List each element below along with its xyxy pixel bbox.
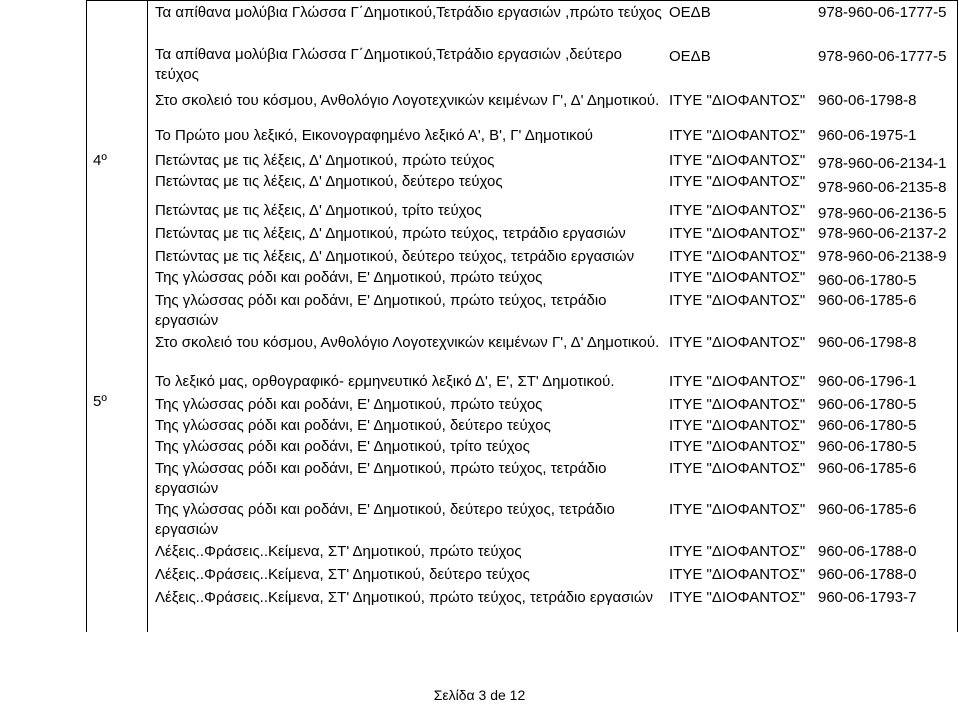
book-publisher: ΟΕΔΒ — [669, 4, 711, 21]
book-isbn: 960-06-1798-8 — [818, 334, 917, 351]
book-title: Της γλώσσας ρόδι και ροδάνι, Ε' Δημοτικού, δεύτερο τεύχος, τετράδιο εργασιών — [155, 501, 615, 538]
book-publisher: ΙΤΥΕ "ΔΙΟΦΑΝΤΟΣ" — [669, 292, 806, 309]
table-top-border — [86, 0, 958, 1]
book-publisher: ΙΤΥΕ "ΔΙΟΦΑΝΤΟΣ" — [669, 92, 806, 109]
book-isbn: 978-960-06-2136-5 — [818, 205, 947, 222]
book-isbn: 960-06-1798-8 — [818, 92, 917, 109]
book-isbn: 978-960-06-2138-9 — [818, 248, 947, 265]
book-publisher: ΙΤΥΕ "ΔΙΟΦΑΝΤΟΣ" — [669, 334, 806, 351]
book-isbn: 960-06-1796-1 — [818, 373, 917, 390]
book-publisher: ΙΤΥΕ "ΔΙΟΦΑΝΤΟΣ" — [669, 248, 806, 265]
book-isbn: 960-06-1793-7 — [818, 589, 917, 606]
book-title: Της γλώσσας ρόδι και ροδάνι, Ε' Δημοτικού, πρώτο τεύχος, τετράδιο εργασιών — [155, 460, 607, 497]
book-publisher: ΙΤΥΕ "ΔΙΟΦΑΝΤΟΣ" — [669, 202, 806, 219]
book-isbn: 960-06-1780-5 — [818, 438, 917, 455]
book-isbn: 978-960-06-2137-2 — [818, 225, 947, 242]
table-left-border — [86, 0, 87, 632]
book-isbn: 960-06-1785-6 — [818, 501, 917, 518]
book-publisher: ΙΤΥΕ "ΔΙΟΦΑΝΤΟΣ" — [669, 173, 806, 190]
book-publisher: ΙΤΥΕ "ΔΙΟΦΑΝΤΟΣ" — [669, 438, 806, 455]
book-publisher: ΙΤΥΕ "ΔΙΟΦΑΝΤΟΣ" — [669, 417, 806, 434]
book-publisher: ΙΤΥΕ "ΔΙΟΦΑΝΤΟΣ" — [669, 269, 806, 286]
book-publisher: ΙΤΥΕ "ΔΙΟΦΑΝΤΟΣ" — [669, 501, 806, 518]
book-title: Λέξεις..Φράσεις..Κείμενα, ΣΤ' Δημοτικού, πρώτο τεύχος, τετράδιο εργασιών — [155, 589, 654, 606]
book-isbn: 960-06-1785-6 — [818, 460, 917, 477]
book-publisher: ΙΤΥΕ "ΔΙΟΦΑΝΤΟΣ" — [669, 373, 806, 390]
book-title: Στο σκολειό του κόσμου, Ανθολόγιο Λογοτεχνικών κειμένων Γ', Δ' Δημοτικού. — [155, 334, 660, 351]
book-publisher: ΙΤΥΕ "ΔΙΟΦΑΝΤΟΣ" — [669, 127, 806, 144]
book-title: Τα απίθανα μολύβια Γλώσσα Γ΄Δημοτικού,Τετράδιο εργασιών ,πρώτο τεύχος — [155, 4, 662, 21]
book-publisher: ΙΤΥΕ "ΔΙΟΦΑΝΤΟΣ" — [669, 152, 806, 169]
book-title: Της γλώσσας ρόδι και ροδάνι, Ε' Δημοτικού, δεύτερο τεύχος — [155, 417, 551, 434]
book-title: Πετώντας με τις λέξεις, Δ' Δημοτικού, δεύτερο τεύχος — [155, 173, 503, 190]
book-isbn: 960-06-1780-5 — [818, 396, 917, 413]
book-title: Τα απίθανα μολύβια Γλώσσα Γ΄Δημοτικού,Τετράδιο εργασιών ,δεύτερο τεύχος — [155, 46, 622, 83]
book-title: Της γλώσσας ρόδι και ροδάνι, Ε' Δημοτικού, τρίτο τεύχος — [155, 438, 530, 455]
grade-label: 4º — [93, 152, 107, 169]
book-isbn: 960-06-1785-6 — [818, 292, 917, 309]
book-title: Το Πρώτο μου λεξικό, Εικονογραφημένο λεξικό Α', Β', Γ' Δημοτικού — [155, 127, 594, 144]
book-title: Της γλώσσας ρόδι και ροδάνι, Ε' Δημοτικού, πρώτο τεύχος, τετράδιο εργασιών — [155, 292, 607, 329]
book-title: Στο σκολειό του κόσμου, Ανθολόγιο Λογοτεχνικών κειμένων Γ', Δ' Δημοτικού. — [155, 92, 660, 109]
book-isbn: 978-960-06-2134-1 — [818, 155, 947, 172]
book-isbn: 978-960-06-1777-5 — [818, 4, 947, 21]
page-number: Σελίδα 3 de 12 — [433, 687, 526, 703]
book-title: Της γλώσσας ρόδι και ροδάνι, Ε' Δημοτικού, πρώτο τεύχος — [155, 269, 543, 286]
book-isbn: 960-06-1780-5 — [818, 417, 917, 434]
book-publisher: ΙΤΥΕ "ΔΙΟΦΑΝΤΟΣ" — [669, 566, 806, 583]
book-isbn: 960-06-1788-0 — [818, 543, 917, 560]
book-title: Το λεξικό μας, ορθογραφικό- ερμηνευτικό λεξικό Δ', Ε', ΣΤ' Δημοτικού. — [155, 373, 615, 390]
book-publisher: ΙΤΥΕ "ΔΙΟΦΑΝΤΟΣ" — [669, 225, 806, 242]
book-publisher: ΙΤΥΕ "ΔΙΟΦΑΝΤΟΣ" — [669, 460, 806, 477]
grade-column-divider — [147, 0, 148, 632]
book-publisher: ΟΕΔΒ — [669, 48, 711, 65]
book-title: Λέξεις..Φράσεις..Κείμενα, ΣΤ' Δημοτικού, δεύτερο τεύχος — [155, 566, 530, 583]
book-isbn: 978-960-06-2135-8 — [818, 179, 947, 196]
book-title: Της γλώσσας ρόδι και ροδάνι, Ε' Δημοτικού, πρώτο τεύχος — [155, 396, 543, 413]
book-publisher: ΙΤΥΕ "ΔΙΟΦΑΝΤΟΣ" — [669, 396, 806, 413]
book-title: Πετώντας με τις λέξεις, Δ' Δημοτικού, πρώτο τεύχος — [155, 152, 495, 169]
book-title: Πετώντας με τις λέξεις, Δ' Δημοτικού, δεύτερο τεύχος, τετράδιο εργασιών — [155, 248, 635, 265]
book-title: Πετώντας με τις λέξεις, Δ' Δημοτικού, τρίτο τεύχος — [155, 202, 482, 219]
book-isbn: 960-06-1975-1 — [818, 127, 917, 144]
book-isbn: 978-960-06-1777-5 — [818, 48, 947, 65]
book-title: Λέξεις..Φράσεις..Κείμενα, ΣΤ' Δημοτικού, πρώτο τεύχος — [155, 543, 522, 560]
book-isbn: 960-06-1788-0 — [818, 566, 917, 583]
book-title: Πετώντας με τις λέξεις, Δ' Δημοτικού, πρώτο τεύχος, τετράδιο εργασιών — [155, 225, 626, 242]
book-isbn: 960-06-1780-5 — [818, 272, 917, 289]
grade-label: 5º — [93, 393, 107, 410]
book-publisher: ΙΤΥΕ "ΔΙΟΦΑΝΤΟΣ" — [669, 543, 806, 560]
book-publisher: ΙΤΥΕ "ΔΙΟΦΑΝΤΟΣ" — [669, 589, 806, 606]
